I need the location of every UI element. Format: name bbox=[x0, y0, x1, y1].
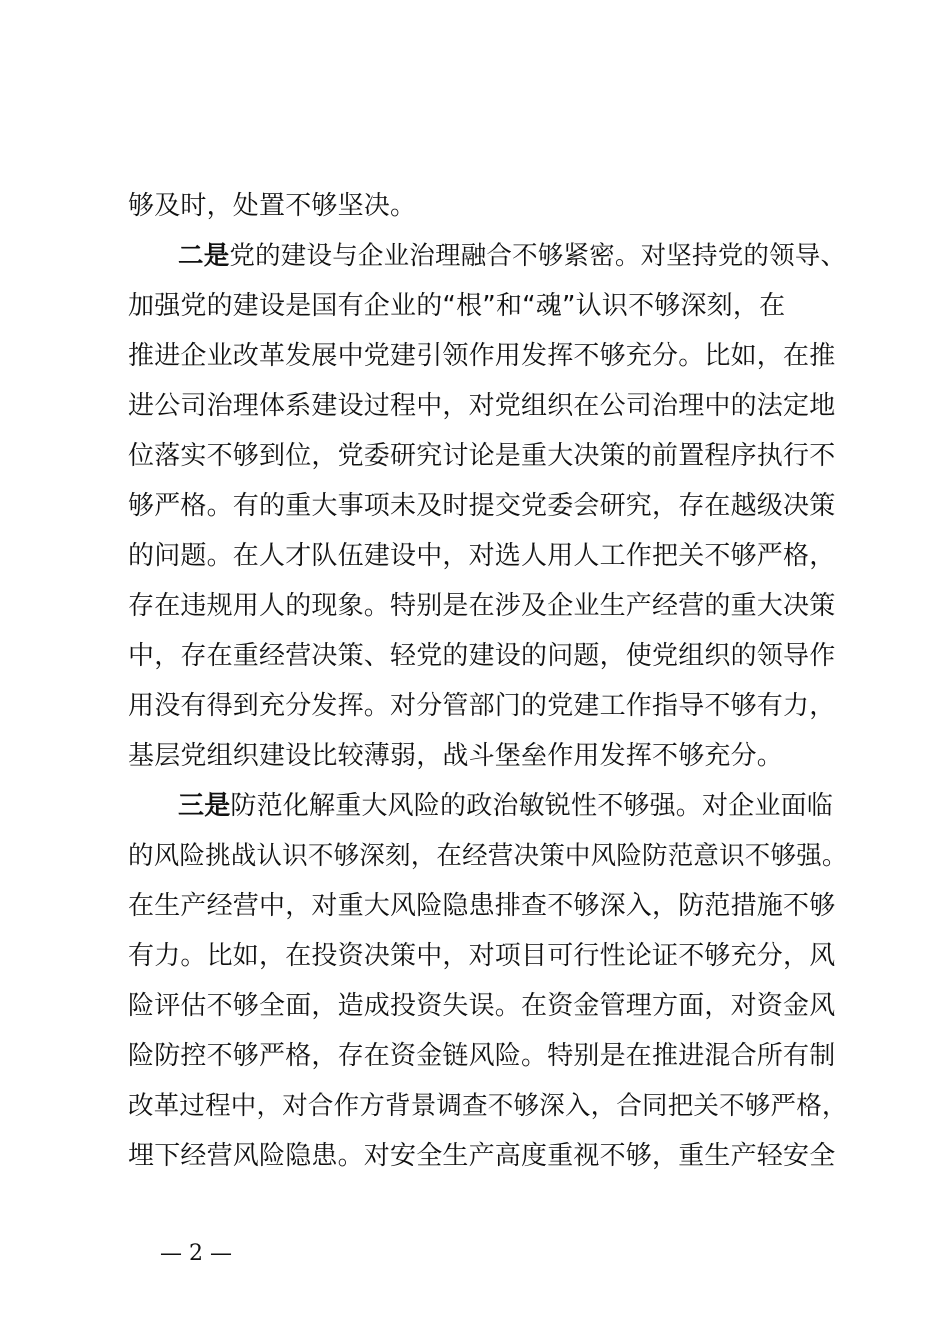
line-text: 的风险挑战认识不够深刻，在经营决策中风险防范意识不够强。 bbox=[128, 841, 848, 871]
line-text: 的问题。在人才队伍建设中，对选人用人工作把关不够严格， bbox=[128, 541, 836, 571]
line-text: 加强党的建设是国有企业的“根”和“魂”认识不够深刻，在 bbox=[128, 291, 786, 321]
paragraph-lead-third: 三是 bbox=[178, 791, 231, 821]
page-number: — 2 — bbox=[160, 1241, 232, 1266]
line-text: 有力。比如，在投资决策中，对项目可行性论证不够充分，风 bbox=[128, 941, 836, 971]
text-line-11 bbox=[128, 686, 835, 726]
line-text: 险评估不够全面，造成投资失误。在资金管理方面，对资金风 bbox=[128, 991, 836, 1021]
line-text: 用没有得到充分发挥。对分管部门的党建工作指导不够有力， bbox=[128, 691, 836, 721]
text-line-12 bbox=[128, 736, 783, 776]
text-line-4 bbox=[128, 336, 835, 376]
paragraph-3-line-1 bbox=[178, 786, 833, 826]
text-line-5 bbox=[128, 386, 835, 426]
paragraph-2-line-1 bbox=[178, 236, 846, 276]
line-text: 险防控不够严格，存在资金链风险。特别是在推进混合所有制 bbox=[128, 1041, 836, 1071]
line-text: 推进企业改革发展中党建引领作用发挥不够充分。比如，在推 bbox=[128, 341, 836, 371]
line-text: 基层党组织建设比较薄弱，战斗堡垒作用发挥不够充分。 bbox=[128, 741, 784, 771]
line-text: 党的建设与企业治理融合不够紧密。对坚持党的领导、 bbox=[229, 241, 847, 271]
text-line-18 bbox=[128, 1036, 835, 1076]
text-line-7 bbox=[128, 486, 835, 526]
text-line-8 bbox=[128, 536, 835, 576]
text-line-17 bbox=[128, 986, 835, 1026]
text-line-10 bbox=[128, 636, 835, 676]
text-line-3 bbox=[128, 286, 785, 326]
paragraph-lead-second: 二是 bbox=[178, 241, 230, 271]
line-text: 够严格。有的重大事项未及时提交党委会研究，存在越级决策 bbox=[128, 491, 836, 521]
line-text: 位落实不够到位，党委研究讨论是重大决策的前置程序执行不 bbox=[128, 441, 836, 471]
text-line-1 bbox=[128, 186, 416, 226]
line-text: 防范化解重大风险的政治敏锐性不够强。对企业面临 bbox=[230, 791, 834, 821]
text-line-9 bbox=[128, 586, 835, 626]
text-line-14 bbox=[128, 836, 848, 876]
line-text: 埋下经营风险隐患。对安全生产高度重视不够，重生产轻安全 bbox=[128, 1141, 836, 1171]
line-text: 中，存在重经营决策、轻党的建设的问题，使党组织的领导作 bbox=[128, 641, 836, 671]
line-text: 存在违规用人的现象。特别是在涉及企业生产经营的重大决策 bbox=[128, 591, 836, 621]
line-text: 在生产经营中，对重大风险隐患排查不够深入，防范措施不够 bbox=[128, 891, 836, 921]
text-line-19 bbox=[128, 1086, 848, 1126]
text-line-20 bbox=[128, 1136, 835, 1176]
line-text: 改革过程中，对合作方背景调查不够深入，合同把关不够严格， bbox=[128, 1091, 848, 1121]
line-text: 够及时，处置不够坚决。 bbox=[128, 191, 417, 221]
text-line-6 bbox=[128, 436, 835, 476]
line-text: 进公司治理体系建设过程中，对党组织在公司治理中的法定地 bbox=[128, 391, 836, 421]
text-line-16 bbox=[128, 936, 835, 976]
text-line-15 bbox=[128, 886, 835, 926]
